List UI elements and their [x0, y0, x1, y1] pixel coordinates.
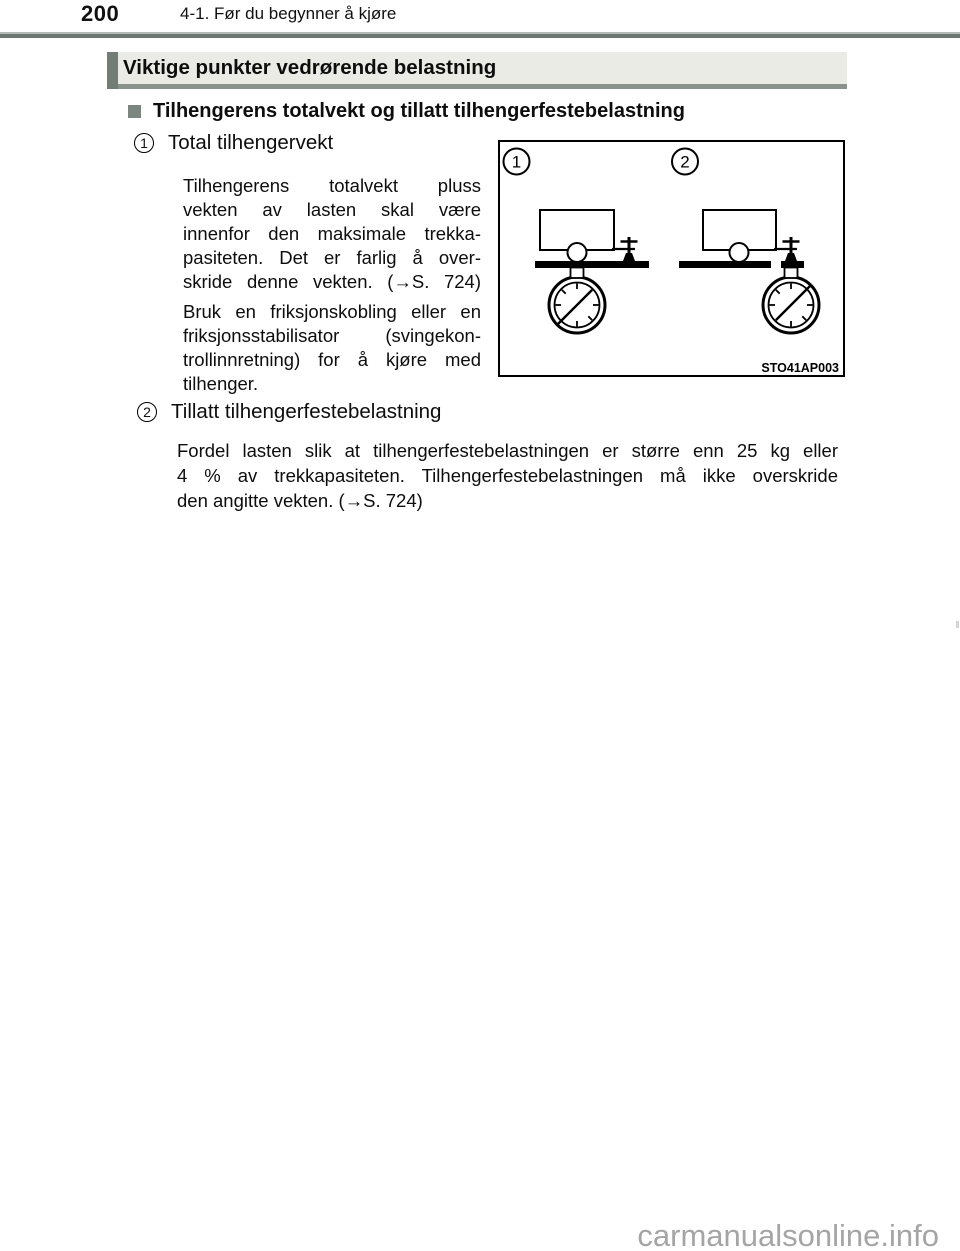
- item-2-paragraph-1: Fordel lasten slik at tilhengerfestebelastningen er større enn 25 kg eller 4 % av trekkapasiteten. Tilhengerfestebelastningen må ikke overskride den angitte vekten. (→S. 724): [177, 440, 838, 511]
- trailer-weight-figure: [498, 140, 845, 377]
- trailer-wheel-icon: [730, 243, 749, 262]
- banner-accent-bar: [107, 52, 118, 89]
- item-1-title: Total tilhengervekt: [168, 131, 334, 154]
- scale-platform: [535, 261, 649, 268]
- trailer-wheel-icon: [568, 243, 587, 262]
- circled-number-2: 2: [137, 402, 157, 422]
- item-1-paragraph-1: Tilhengerens totalvekt pluss vekten av lasten skal være innenfor den maksimale trekka- pasiteten. Det er farlig å over- skride denne vekten. (→S. 724): [183, 175, 481, 292]
- section-banner: [107, 52, 847, 89]
- item-2-heading: [137, 400, 441, 424]
- banner-title: Viktige punkter vedrørende belastning: [123, 56, 497, 79]
- ground-bar: [679, 261, 771, 268]
- watermark-text: carmanualsonline.info: [637, 1218, 939, 1251]
- scan-artifact: [956, 621, 959, 628]
- chapter-title: 4-1. Før du begynner å kjøre: [180, 4, 397, 23]
- item-1-paragraph-2: Bruk en friksjonskobling eller en friksjonsstabilisator (svingekon- trollinnretning) for å kjøre med tilhenger.: [183, 301, 481, 394]
- scale-stem: [571, 268, 584, 279]
- scale-stem: [785, 268, 798, 279]
- page-number: 200: [81, 1, 120, 26]
- header-rule: [0, 32, 960, 38]
- weighing-gauge-icon: [763, 277, 819, 333]
- item-1-heading: [134, 131, 333, 155]
- svg-text:2: 2: [680, 152, 690, 172]
- square-bullet-icon: [128, 105, 141, 118]
- svg-text:1: 1: [511, 152, 522, 172]
- circled-number-1: 1: [134, 133, 154, 153]
- subsection-heading: [128, 100, 685, 123]
- figure-code: STO41AP003: [761, 361, 839, 375]
- weighing-gauge-icon: [549, 277, 605, 333]
- item-2-title: Tillatt tilhengerfestebelastning: [171, 400, 442, 423]
- subsection-title: Tilhengerens totalvekt og tillatt tilhengerfestebelastning: [153, 100, 685, 122]
